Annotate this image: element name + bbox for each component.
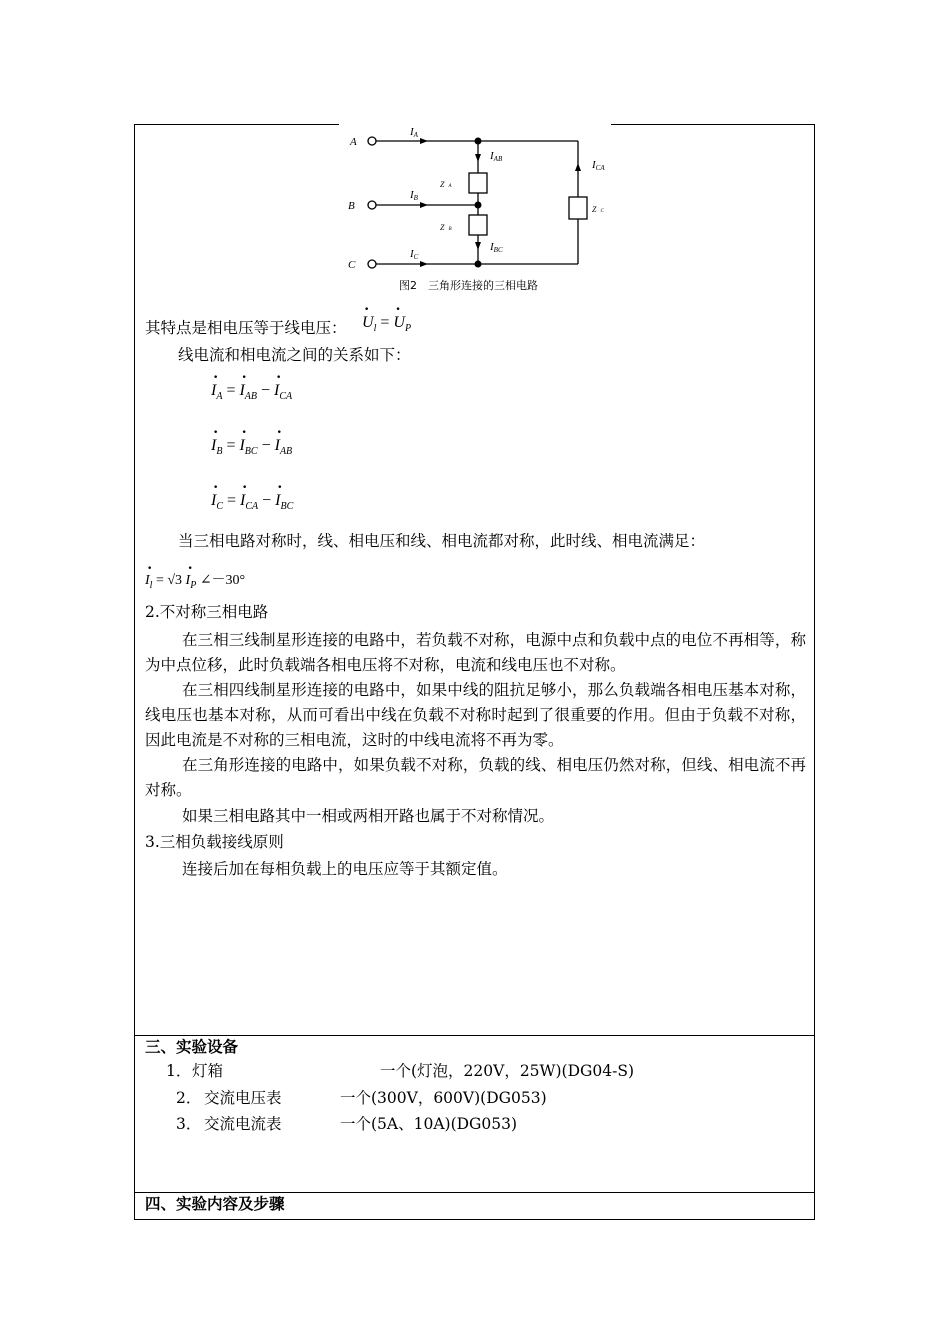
zb-label: Z B [440,223,452,232]
impedance-zb [469,215,487,235]
figure-caption: 图2 三角形连接的三相电路 [399,279,538,292]
feature-equation: · $U_l$ = · $U_P$ [362,314,411,334]
relation-intro: 线电流和相电流之间的关系如下： [178,346,411,364]
equipment-num: 3． [176,1115,202,1133]
ib-label: IB [410,189,418,202]
symmetric-equation: · $I_l = √3 \cdot I_P$ ∠－30° [145,569,245,591]
equipment-name: 交流电流表 [204,1115,282,1133]
steps-title: 四、实验内容及步骤 [145,1194,285,1213]
equipment-num: 2． [176,1089,202,1107]
ic-label: IC [410,248,419,261]
equipment-spec: 一个(5A、10A)(DG053) [340,1115,518,1133]
border-bottom [134,1219,815,1220]
node-b-label: B [348,200,355,212]
border-left [134,124,135,1220]
border-top-right [611,124,815,125]
equipment-spec: 一个(300V，600V)(DG053) [340,1089,547,1107]
equipment-name: 交流电压表 [204,1089,282,1107]
equipment-spec: 一个(灯泡，220V，25W)(DG04-S) [380,1062,635,1080]
za-label: Z A [440,180,452,189]
border-top-left [134,124,339,125]
delta-circuit-diagram [340,126,610,296]
feature-text: 其特点是相电压等于线电压： [145,319,347,337]
equation-ia: · $I_A$ = · $I_{AB}$ − · $I_{CA}$ [211,382,292,402]
equipment-title: 三、实验设备 [145,1037,239,1056]
zc-label: Z C [592,205,604,214]
section2-title: 2.不对称三相电路 [145,603,269,621]
paragraph-5: 连接后加在每相负载上的电压应等于其额定值。 [182,860,508,878]
row-divider-2 [134,1192,815,1193]
paragraph-1: 在三相三线制星形连接的电路中，若负载不对称，电源中点和负载中点的电位不再相等，称为中点位移，此时负载端各相电压将不对称，电流和线电压也不对称。 [145,631,806,674]
iab-label: IAB [490,150,503,163]
terminal-b [368,201,376,209]
equation-ib: · $I_B$ = · $I_{BC}$ − · $I_{AB}$ [211,437,292,457]
row-divider-1 [134,1035,815,1036]
terminal-c [368,260,376,268]
impedance-zc [569,197,587,219]
equipment-num: 1． [166,1062,192,1080]
ia-label: IA [410,126,418,139]
paragraph-4: 如果三相电路其中一相或两相开路也属于不对称情况。 [182,807,555,825]
border-right [814,124,815,1220]
section3-title: 3.三相负载接线原则 [145,833,284,851]
node-c-label: C [348,259,356,271]
paragraph-2: 在三相四线制星形连接的电路中，如果中线的阻抗足够小，那么负载端各相电压基本对称，线电压也基本对称，从而可看出中线在负载不对称时起到了很重要的作用。但由于负载不对称，因此电流是不对称的三相电流，这时的中线电流将不再为零。 [145,681,806,749]
node-a-label: A [350,136,357,148]
ica-label: ICA [592,159,605,172]
impedance-za [469,173,487,193]
ibc-label: IBC [490,241,503,254]
equation-ic: · $I_C$ = · $I_{CA}$ − · $I_{BC}$ [211,492,293,512]
terminal-a [368,137,376,145]
symmetric-text: 当三相电路对称时，线、相电压和线、相电流都对称，此时线、相电流满足： [178,532,706,550]
paragraph-3: 在三角形连接的电路中，如果负载不对称，负载的线、相电压仍然对称，但线、相电流不再对称。 [145,756,806,799]
equipment-name: 灯箱 [192,1062,224,1080]
